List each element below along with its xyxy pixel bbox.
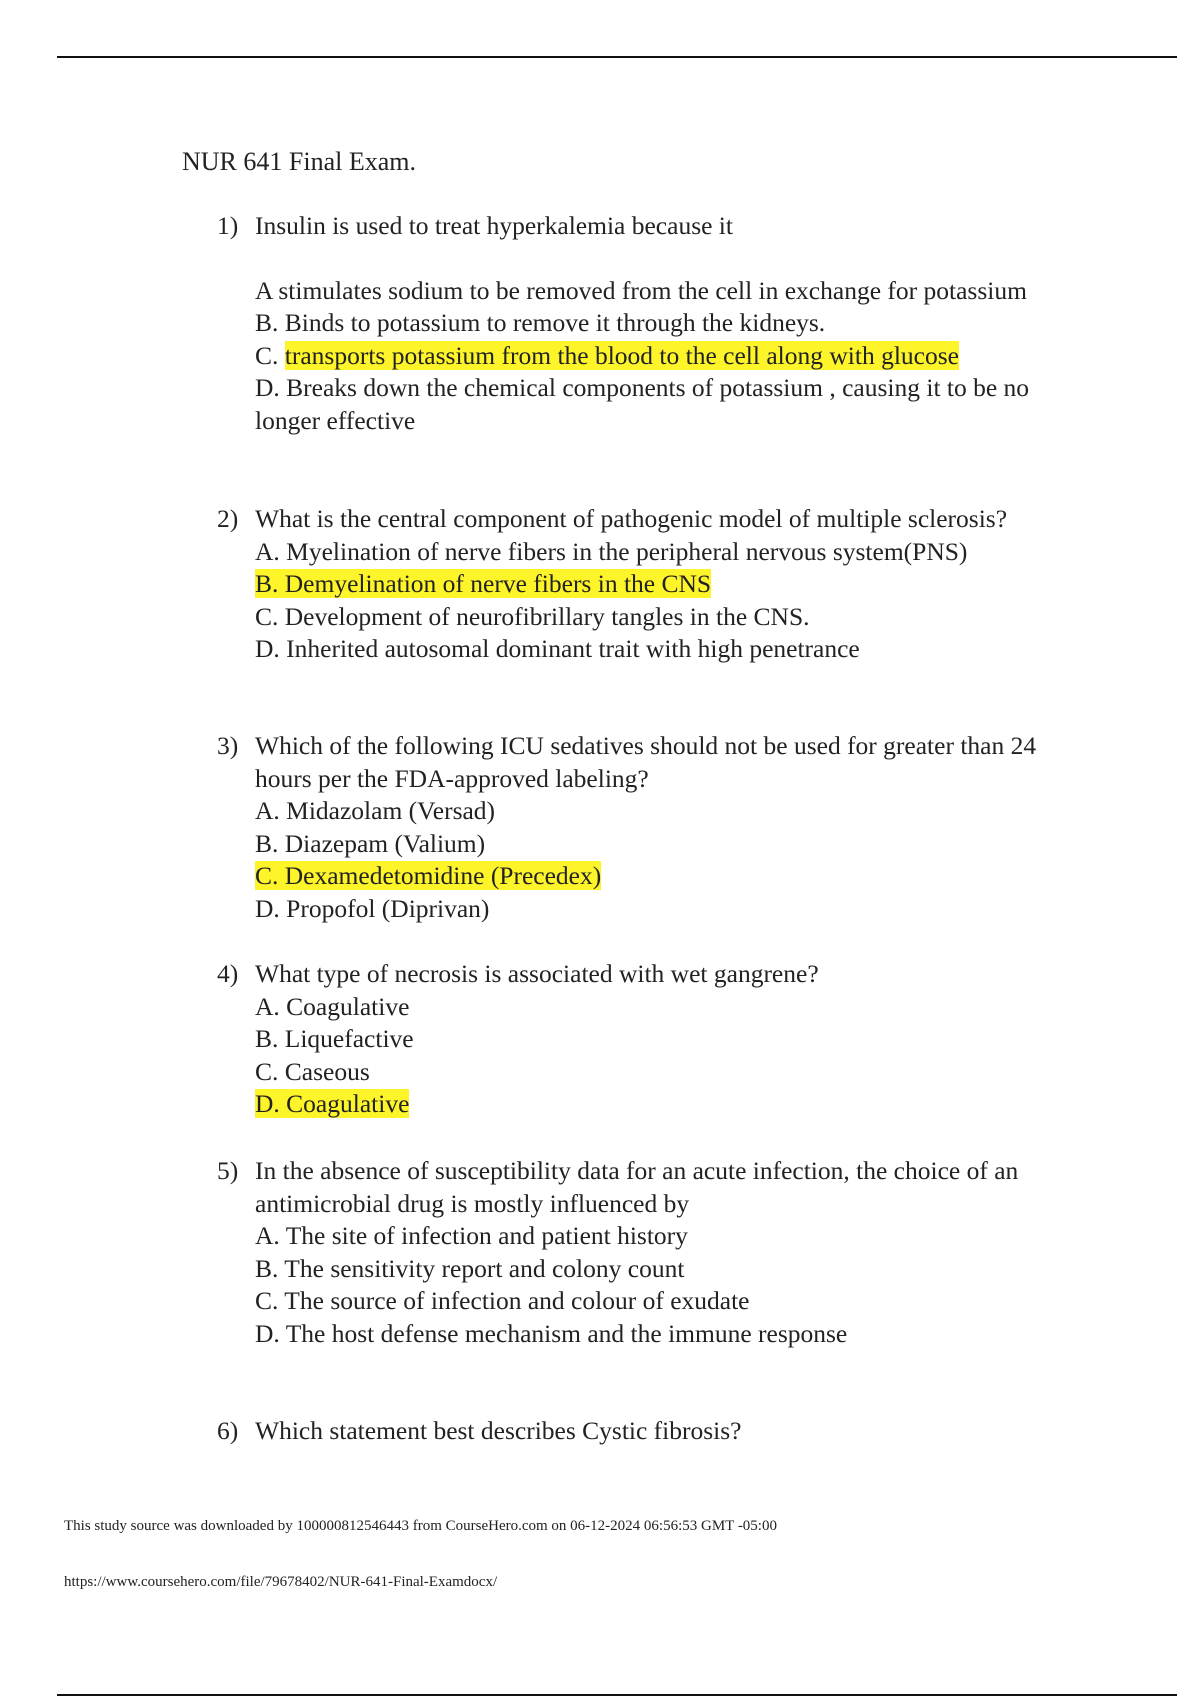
option-a: A. The site of infection and patient history: [255, 1221, 688, 1250]
download-notice: This study source was downloaded by 100000812546443 from CourseHero.com on 06-12-2024 06:56:53 GMT -05:00: [64, 1518, 777, 1534]
answer-highlight: B. Demyelination of nerve fibers in the CNS: [255, 569, 712, 598]
option-d-highlighted-answer: [255, 1088, 1057, 1121]
page-title: NUR 641 Final Exam.: [182, 147, 416, 176]
question-text: Which of the following ICU sedatives should not be used for greater than 24 hours per the FDA-approved labeling?: [255, 731, 1037, 793]
question-number: 6): [217, 1416, 239, 1445]
option-c: C. The source of infection and colour of exudate: [255, 1286, 750, 1315]
option-d: D. Breaks down the chemical components of potassium , causing it to be no longer effective: [255, 373, 1030, 435]
question-number: 3): [217, 731, 239, 760]
answer-options: [255, 795, 1057, 925]
option-b: B. The sensitivity report and colony count: [255, 1253, 685, 1283]
option-a: A. Coagulative: [255, 991, 410, 1021]
question-text: Which statement best describes Cystic fibrosis?: [255, 1416, 742, 1445]
question-number: 2): [217, 504, 239, 533]
option-c-highlighted-answer: C. transports potassium from the blood to the cell along with glucose: [255, 340, 959, 370]
option-c: C. Development of neurofibrillary tangles in the CNS.: [255, 601, 810, 631]
option-a: A stimulates sodium to be removed from the cell in exchange for potassium: [255, 275, 1027, 305]
option-c: C. Caseous: [255, 1056, 370, 1086]
question-3: [217, 730, 1057, 925]
question-6: [217, 1415, 1057, 1448]
answer-highlight: transports potassium from the blood to the cell along with glucose: [284, 340, 959, 370]
question-number: 1): [217, 211, 239, 240]
answer-highlight: D. Coagulative: [255, 1089, 410, 1118]
answer-options: [255, 1220, 1057, 1350]
answer-highlight: C. Dexamedetomidine (Precedex): [255, 861, 602, 890]
question-text: In the absence of susceptibility data for an acute infection, the choice of an antimicrobial drug is mostly influenced by: [255, 1156, 1019, 1218]
bottom-rule: [57, 1694, 1177, 1696]
source-url[interactable]: https://www.coursehero.com/file/79678402/NUR-641-Final-Examdocx/: [64, 1574, 498, 1590]
option-b: B. Diazepam (Valium): [255, 828, 486, 858]
question-5: [217, 1155, 1057, 1350]
option-a: A. Midazolam (Versad): [255, 796, 496, 825]
top-rule: [57, 56, 1177, 58]
option-b: B. Binds to potassium to remove it through the kidneys.: [255, 308, 826, 337]
option-d: D. Inherited autosomal dominant trait with high penetrance: [255, 634, 860, 663]
option-b: B. Liquefactive: [255, 1024, 414, 1053]
option-d: D. Propofol (Diprivan): [255, 893, 490, 923]
answer-options: [255, 536, 1057, 666]
question-text: What type of necrosis is associated with wet gangrene?: [255, 959, 819, 988]
question-4: [217, 958, 1057, 1121]
option-b-highlighted-answer: [255, 568, 1057, 601]
question-2: [217, 503, 1057, 666]
question-number: 4): [217, 959, 239, 988]
option-a: A. Myelination of nerve fibers in the peripheral nervous system(PNS): [255, 536, 968, 566]
question-1: [217, 210, 1057, 437]
question-text: What is the central component of pathogenic model of multiple sclerosis?: [255, 504, 1008, 533]
option-c-highlighted-answer: [255, 860, 1057, 893]
answer-options: [255, 275, 1057, 438]
question-text: Insulin is used to treat hyperkalemia because it: [255, 211, 733, 240]
answer-options: [255, 991, 1057, 1121]
option-d: D. The host defense mechanism and the immune response: [255, 1318, 848, 1348]
question-number: 5): [217, 1156, 239, 1185]
